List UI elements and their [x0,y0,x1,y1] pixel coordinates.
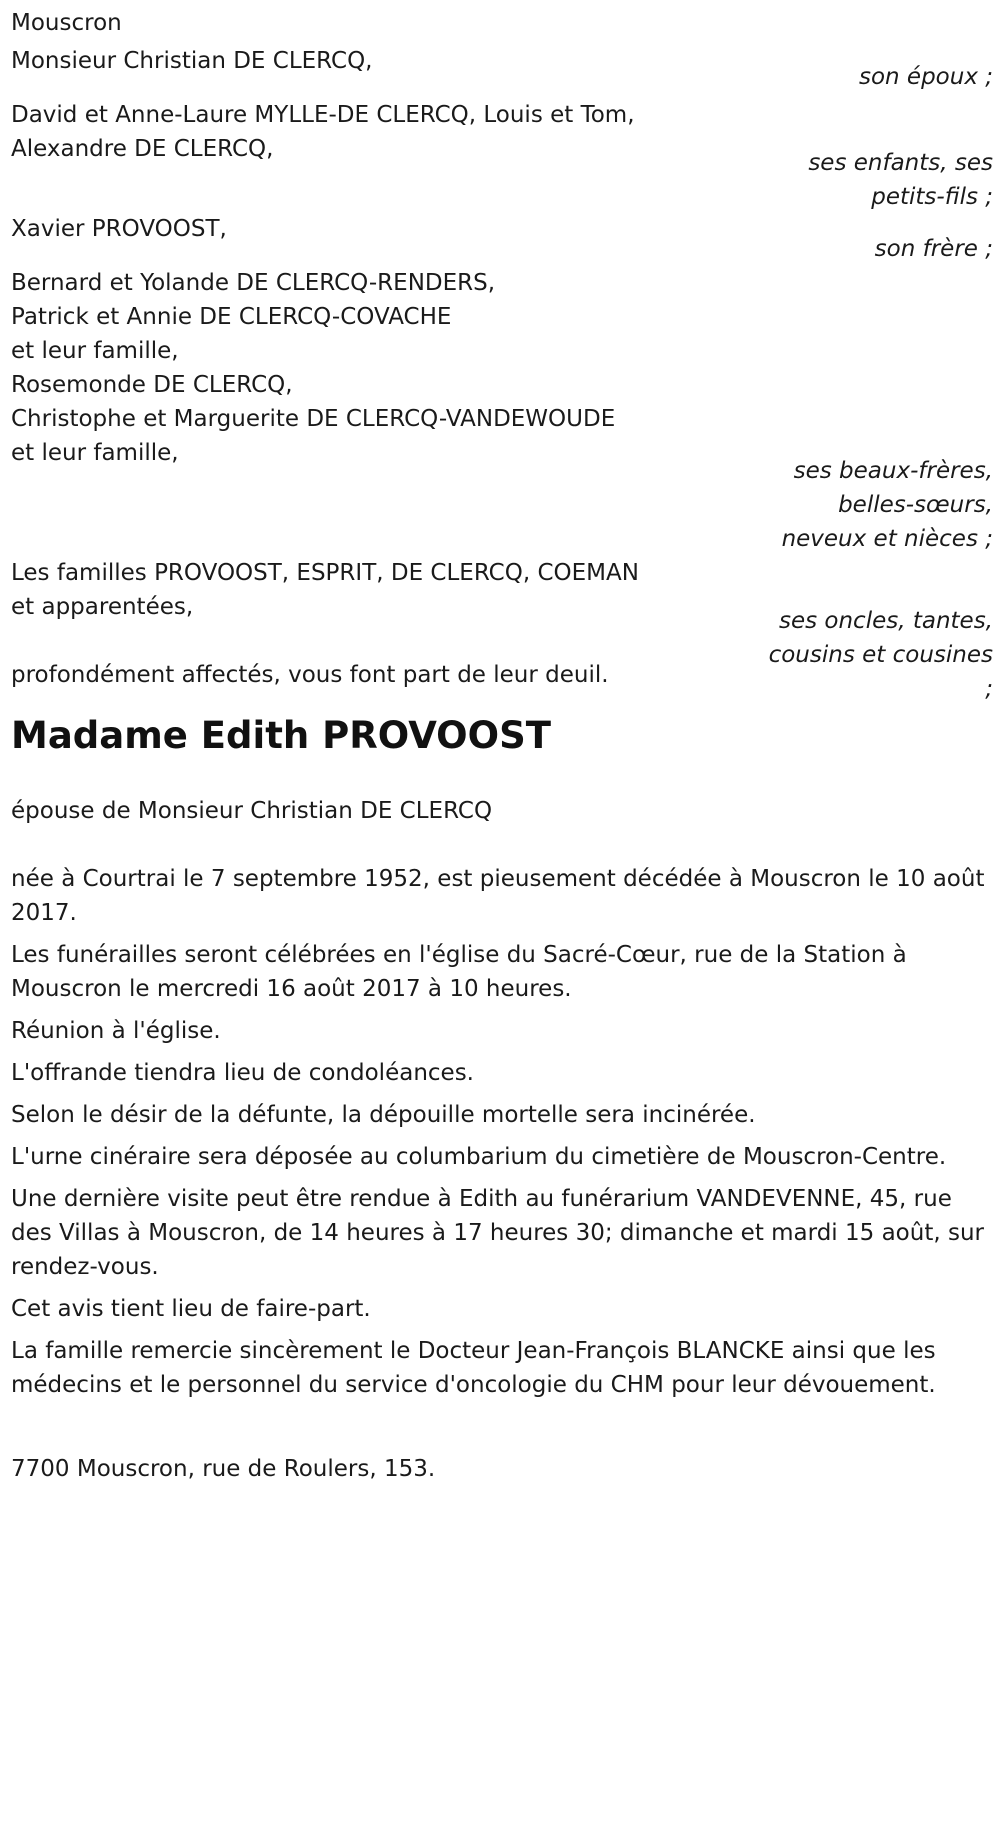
reunion-paragraph: Réunion à l'église. [11,1018,221,1044]
family-group-spouse [11,44,993,98]
family-role [753,454,993,556]
family-name-line: et leur famille, [11,338,179,364]
birth-death-paragraph: née à Courtrai le 7 septembre 1952, est pieusement décédée à Mouscron le 10 août 2017. [11,866,985,926]
cremation-paragraph: Selon le désir de la défunte, la dépouille mortelle sera incinérée. [11,1102,756,1128]
family-names [11,44,751,78]
notice-paragraph: Cet avis tient lieu de faire-part. [11,1296,371,1322]
family-group-in-laws [11,266,993,556]
family-name-line: Christophe et Marguerite DE CLERCQ-VANDEWOUDE [11,406,616,432]
family-name-line: Bernard et Yolande DE CLERCQ-RENDERS, [11,270,496,296]
family-role [753,60,993,94]
family-role-line: ; [985,676,993,702]
family-name-line: Patrick et Annie DE CLERCQ-COVACHE [11,304,452,330]
family-name-line: Rosemonde DE CLERCQ, [11,372,293,398]
thanks-paragraph: La famille remercie sincèrement le Docteur Jean-François BLANCKE ainsi que les médecins et le personnel du service d'oncologie du CHM pour leur dévouement. [11,1338,936,1398]
closing-line: profondément affectés, vous font part de leur deuil. [11,662,609,688]
visit-paragraph: Une dernière visite peut être rendue à Edith au funérarium VANDEVENNE, 45, rue des Villas à Mouscron, de 14 heures à 17 heures 30; dimanche et mardi 15 août, sur rendez-vous. [11,1186,984,1280]
family-role-line: petits-fils ; [871,184,993,210]
offering-paragraph: L'offrande tiendra lieu de condoléances. [11,1060,474,1086]
urn-paragraph: L'urne cinéraire sera déposée au columbarium du cimetière de Mouscron-Centre. [11,1144,947,1170]
family-role-line: ses beaux-frères, [793,458,993,484]
family-group-brother [11,212,993,266]
deceased-name: Madame Edith PROVOOST [11,714,551,757]
family-group-extended [11,556,993,722]
family-name-line: et apparentées, [11,594,194,620]
family-group-children [11,98,993,212]
funeral-paragraph: Les funérailles seront célébrées en l'église du Sacré-Cœur, rue de la Station à Mouscron le mercredi 16 août 2017 à 10 heures. [11,942,907,1002]
family-name-line: Alexandre DE CLERCQ, [11,136,274,162]
family-name-line: Xavier PROVOOST, [11,216,227,242]
family-role-line: son frère ; [874,236,993,262]
family-name-line: David et Anne-Laure MYLLE-DE CLERCQ, Louis et Tom, [11,102,635,128]
family-role-line: ses oncles, tantes, [778,608,993,634]
family-names [11,212,751,246]
city-header: Mouscron [11,10,122,36]
spouse-line: épouse de Monsieur Christian DE CLERCQ [11,798,493,824]
family-name-line: et leur famille, [11,440,179,466]
family-role-line: belles-sœurs, [838,492,993,518]
family-role [753,232,993,266]
family-role [753,146,993,214]
family-name-line: Les familles PROVOOST, ESPRIT, DE CLERCQ, COEMAN [11,560,639,586]
family-role-line: ses enfants, ses [808,150,993,176]
family-names [11,98,751,166]
family-role [753,604,993,706]
family-role-line: cousins et cousines [768,642,993,668]
family-names [11,556,751,692]
family-names [11,266,751,470]
address-line: 7700 Mouscron, rue de Roulers, 153. [11,1456,436,1482]
family-name-line: Monsieur Christian DE CLERCQ, [11,48,373,74]
family-role-line: neveux et nièces ; [781,526,993,552]
family-role-line: son époux ; [858,64,993,90]
